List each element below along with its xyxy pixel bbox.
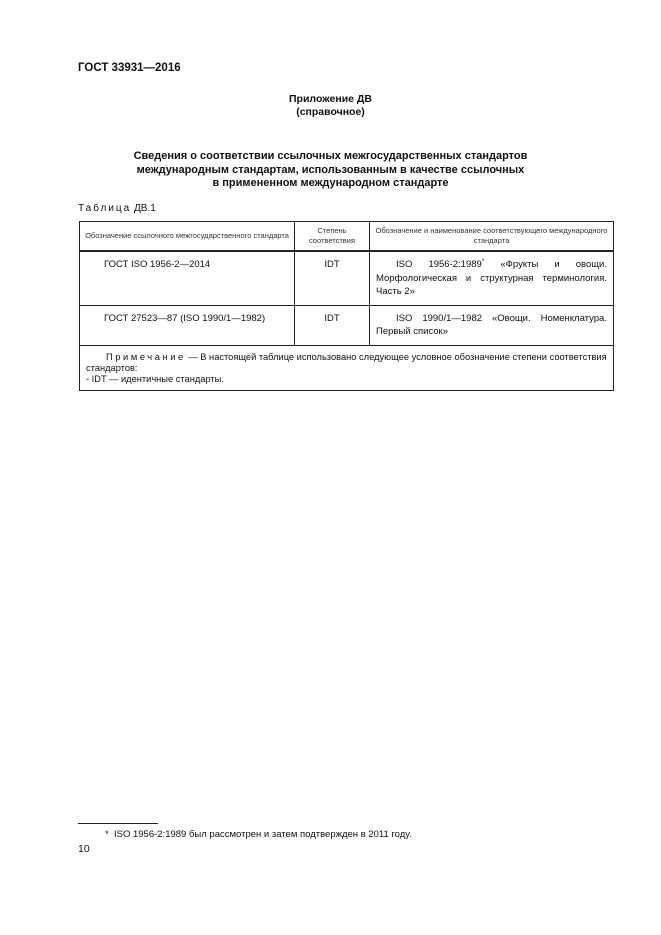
degree-cell: IDT [295,305,370,345]
intl-ref: ISO 1990/1—1982 [396,312,483,324]
reference-table [79,221,614,391]
page-number: 10 [78,843,90,855]
footnote-divider [78,823,158,824]
table-row [80,305,614,345]
footnote-mark: * [105,829,109,840]
footnote [105,829,412,840]
note-item: - IDT — идентичные стандарты. [86,373,224,384]
table-header-row [80,222,614,252]
intl-standard-cell [370,305,614,345]
intl-title: «Овощи. Номенклатура. Первый список» [376,312,607,337]
appendix-title-line: международным стандартам, использованным в качестве ссылочных [136,163,525,176]
appendix-title-line: в примененном международном стандарте [212,177,449,189]
ref-standard-cell: ГОСТ ISO 1956-2—2014 [80,251,295,305]
table-label [78,203,156,214]
document-header: ГОСТ 33931—2016 [78,62,181,74]
ref-standard-cell: ГОСТ 27523—87 (ISO 1990/1—1982) [80,305,295,345]
table-label-number: ДВ.1 [134,203,156,214]
footnote-mark: * [481,257,485,265]
appendix-title-line: Сведения о соответствии ссылочных межгосударственных стандартов [133,150,528,162]
intl-standard-cell [370,251,614,305]
footnote-text: ISO 1956-2:1989 был рассмотрен и затем подтвержден в 2011 году. [113,829,412,840]
column-header: Обозначение ссылочного межгосударственного стандарта [80,222,295,252]
column-header: Степень соответствия [295,222,370,252]
intl-title: «Фрукты и овощи. Морфологическая и структурная терминология. Часть 2» [376,259,607,297]
table-label-word: Таблица [78,203,132,214]
appendix-heading [0,93,661,118]
intl-ref: ISO 1956-2:1989 [396,259,482,270]
column-header: Обозначение и наименование соответствующего международного стандарта [370,222,614,252]
appendix-label: Приложение ДВ [289,93,372,105]
table-row [80,251,614,305]
table-note [80,345,614,390]
table-note-row [80,345,614,390]
note-lead: Примечание [106,351,186,362]
appendix-title [0,150,661,191]
note-text: — В настоящей таблице использовано следующее условное обозначение степени соответствия стандартов: [86,351,607,373]
appendix-type: (справочное) [296,105,365,118]
degree-cell: IDT [295,251,370,305]
